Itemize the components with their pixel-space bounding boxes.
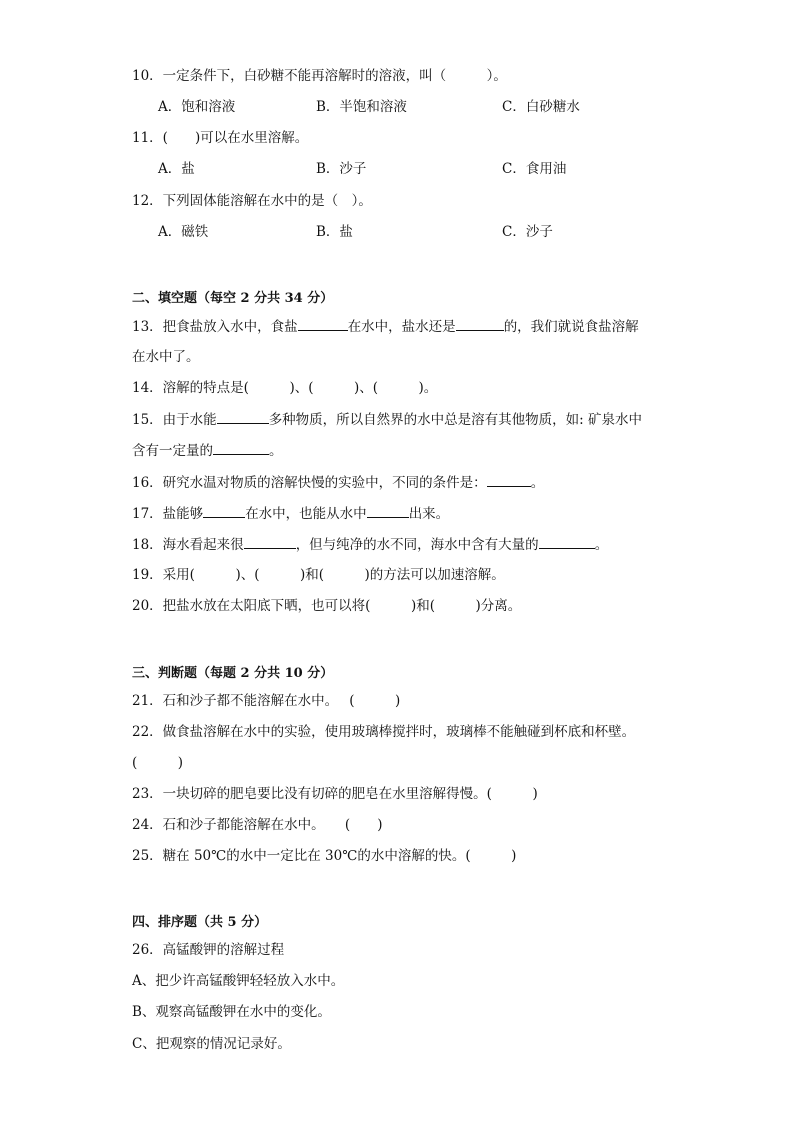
answer-blank[interactable] — [456, 316, 504, 331]
answer-blank[interactable] — [298, 316, 348, 331]
question-25: 25．糖在 50℃的水中一定比在 30℃的水中溶解的快。( ) — [132, 848, 517, 864]
question-text: 多种物质，所以自然界的水中总是溶有其他物质，如: 矿泉水中 — [268, 412, 643, 428]
question-13-line-2: 在水中了。 — [132, 349, 200, 365]
question-text: 在水中，也能从水中 — [245, 506, 367, 522]
question-11 — [132, 128, 308, 148]
question-26: 26．高锰酸钾的溶解过程 — [132, 942, 285, 958]
option-b: B．盐 — [316, 224, 353, 240]
question-text: 。 — [530, 475, 545, 491]
question-text: 出来。 — [408, 506, 450, 522]
option-b: B．半饱和溶液 — [316, 99, 407, 115]
option-c: C．沙子 — [502, 224, 553, 240]
question-24: 24．石和沙子都能溶解在水中。 ( ) — [132, 817, 383, 833]
question-23: 23．一块切碎的肥皂要比没有切碎的肥皂在水里溶解得慢。( ) — [132, 786, 538, 802]
question-13 — [132, 316, 639, 337]
question-26-step-c: C、把观察的情况记录好。 — [132, 1036, 291, 1052]
question-26-step-b: B、观察高锰酸钾在水中的变化。 — [132, 1004, 331, 1020]
question-12 — [132, 191, 372, 211]
question-16 — [132, 472, 544, 493]
question-text: 含有一定量的 — [132, 443, 213, 459]
question-text: 16．研究水温对物质的溶解快慢的实验中，不同的条件是： — [132, 475, 487, 491]
question-text: 。 — [594, 537, 609, 553]
question-text: 15．由于水能 — [132, 412, 217, 428]
question-26-step-a: A、把少许高锰酸钾轻轻放入水中。 — [132, 973, 345, 989]
question-14: 14．溶解的特点是( )、( )、( )。 — [132, 380, 438, 396]
question-15-line-2 — [132, 440, 283, 461]
answer-blank[interactable] — [539, 534, 595, 549]
question-text: 18．海水看起来很 — [132, 537, 244, 553]
question-stem: 11．( )可以在水里溶解。 — [132, 130, 309, 146]
question-22: 22．做食盐溶解在水中的实验，使用玻璃棒搅拌时，玻璃棒不能触碰到杯底和杯壁。 — [132, 724, 636, 740]
answer-blank[interactable] — [487, 472, 531, 487]
option-a: A．磁铁 — [158, 224, 209, 240]
question-20: 20．把盐水放在太阳底下晒，也可以将( )和( )分离。 — [132, 598, 522, 614]
answer-blank[interactable] — [203, 503, 245, 518]
option-c: C．白砂糖水 — [502, 99, 580, 115]
question-text: ，但与纯净的水不同，海水中含有大量的 — [295, 537, 539, 553]
question-text: 13．把食盐放入水中，食盐 — [132, 319, 298, 335]
option-a: A．饱和溶液 — [158, 99, 236, 115]
answer-blank[interactable] — [367, 503, 409, 518]
option-b: B．沙子 — [316, 161, 367, 177]
section-title-true-false: 三、判断题（每题 2 分共 10 分） — [132, 666, 334, 681]
question-19: 19．采用( )、( )和( )的方法可以加速溶解。 — [132, 567, 505, 583]
question-text: 。 — [269, 443, 283, 459]
question-21: 21．石和沙子都不能溶解在水中。 ( ) — [132, 693, 401, 709]
question-stem: 10．一定条件下，白砂糖不能再溶解时的溶液，叫（ ）。 — [132, 68, 507, 84]
question-10 — [132, 66, 507, 86]
answer-blank[interactable] — [213, 440, 269, 455]
answer-blank[interactable] — [244, 534, 296, 549]
question-18 — [132, 534, 608, 555]
option-c: C．食用油 — [502, 161, 567, 177]
question-stem: 12．下列固体能溶解在水中的是（ ）。 — [132, 193, 372, 209]
answer-blank[interactable] — [217, 409, 269, 424]
question-text: 在水中，盐水还是 — [347, 319, 456, 335]
section-title-ordering: 四、排序题（共 5 分） — [132, 915, 268, 930]
question-15 — [132, 409, 642, 430]
section-title-fill-in: 二、填空题（每空 2 分共 34 分） — [132, 291, 334, 306]
question-22-answer-paren: ( ) — [132, 755, 184, 771]
question-text: 的，我们就说食盐溶解 — [503, 319, 639, 335]
question-17 — [132, 503, 449, 524]
option-a: A．盐 — [158, 161, 195, 177]
question-text: 17．盐能够 — [132, 506, 204, 522]
